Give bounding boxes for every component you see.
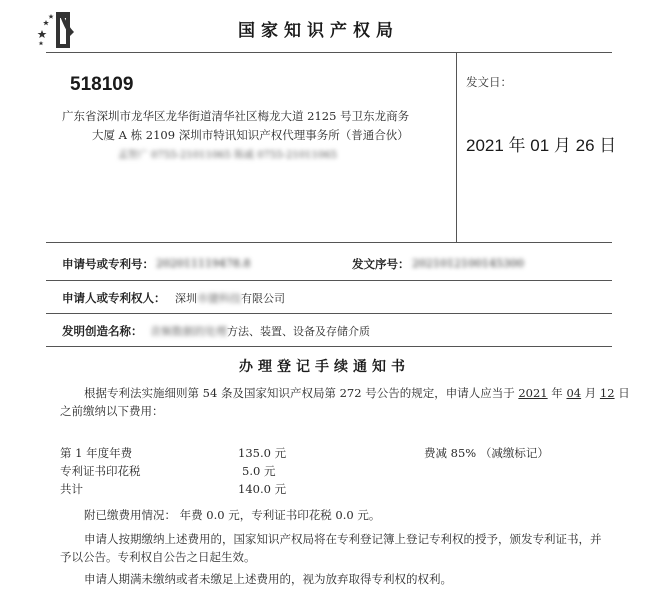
application-number-label: 申请号或专利号： [62, 257, 154, 271]
fee-amount: 135.0 元 [238, 446, 287, 460]
deadline-month: 04 [566, 386, 582, 400]
notice-title: 办理登记手续通知书 [239, 359, 410, 375]
cnipa-emblem-icon [36, 8, 76, 50]
form-divider-vertical [456, 52, 457, 242]
address-line-1: 广东省深圳市龙华区龙华街道清华社区梅龙大道 2125 号卫东龙商务 [62, 109, 410, 123]
fee-amount: 5.0 元 [242, 464, 276, 478]
table-rule [46, 313, 612, 314]
table-rule [46, 346, 612, 347]
paragraph-1-text: 根据专利法实施细则第 54 条及国家知识产权局第 272 号公告的规定，申请人应当于 [84, 386, 519, 400]
application-number: 202011119478.8 [156, 257, 251, 270]
invention-title [150, 323, 370, 339]
applicant-label: 申请人或专利权人： [62, 291, 166, 305]
deadline-year: 2021 [518, 386, 548, 400]
month-unit: 月 [581, 386, 600, 400]
notice-paragraph-1-line-2: 之前缴纳以下费用： [60, 404, 164, 418]
fee-name: 专利证书印花税 [60, 464, 141, 478]
table-rule [46, 242, 612, 243]
address-line-2: 大厦 A 栋 2109 深圳市特讯知识产权代理事务所（普通合伙） [92, 128, 409, 142]
fee-name: 第 1 年度年费 [60, 446, 133, 460]
invention-title-blurred: 音频数据的处理 [150, 325, 227, 338]
invention-title-suffix: 方法、装置、设备及存储介质 [227, 325, 370, 338]
applicant-blurred: 市捷科技 [197, 292, 241, 305]
header-rule [46, 52, 612, 53]
postal-code: 518109 [70, 74, 134, 95]
fee-name: 共计 [60, 482, 83, 496]
table-rule [46, 280, 612, 281]
paid-fees-status: 附已缴费用情况： 年费 0.0 元，专利证书印花税 0.0 元。 [84, 508, 381, 522]
cnipa-logo [36, 8, 76, 50]
notice-paragraph-3-line-1: 申请人按期缴纳上述费用的，国家知识产权局将在专利登记簿上登记专利权的授予，颁发专利证书，并 [84, 532, 602, 546]
serial-number-label: 发文序号： [352, 257, 410, 271]
deadline-day: 12 [599, 386, 615, 400]
applicant-name [175, 290, 285, 306]
notice-paragraph-4: 申请人期满未缴纳或者未缴足上述费用的，视为放弃取得专利权的权利。 [84, 572, 452, 586]
invention-title-label: 发明创造名称： [62, 324, 143, 338]
applicant-suffix: 有限公司 [241, 292, 285, 305]
day-unit: 日 [614, 386, 630, 400]
notice-paragraph-3-line-2: 予以公告。专利权自公告之日起生效。 [60, 550, 256, 564]
dispatch-date: 2021 年 01 月 26 日 [466, 136, 617, 155]
dispatch-date-label: 发文日： [466, 75, 512, 89]
fee-amount: 140.0 元 [238, 482, 287, 496]
fee-reduction: 费减 85% （减缴标记） [424, 446, 549, 460]
applicant-prefix: 深圳 [175, 292, 197, 305]
contact-phone: 孟智广 0755-21011065 陈戚 0755-21011065 [118, 150, 337, 161]
office-name: 国家知识产权局 [238, 21, 399, 41]
serial-number: 2021012100145300 [412, 257, 524, 270]
year-unit: 年 [547, 386, 567, 400]
notice-paragraph-1 [84, 384, 630, 402]
